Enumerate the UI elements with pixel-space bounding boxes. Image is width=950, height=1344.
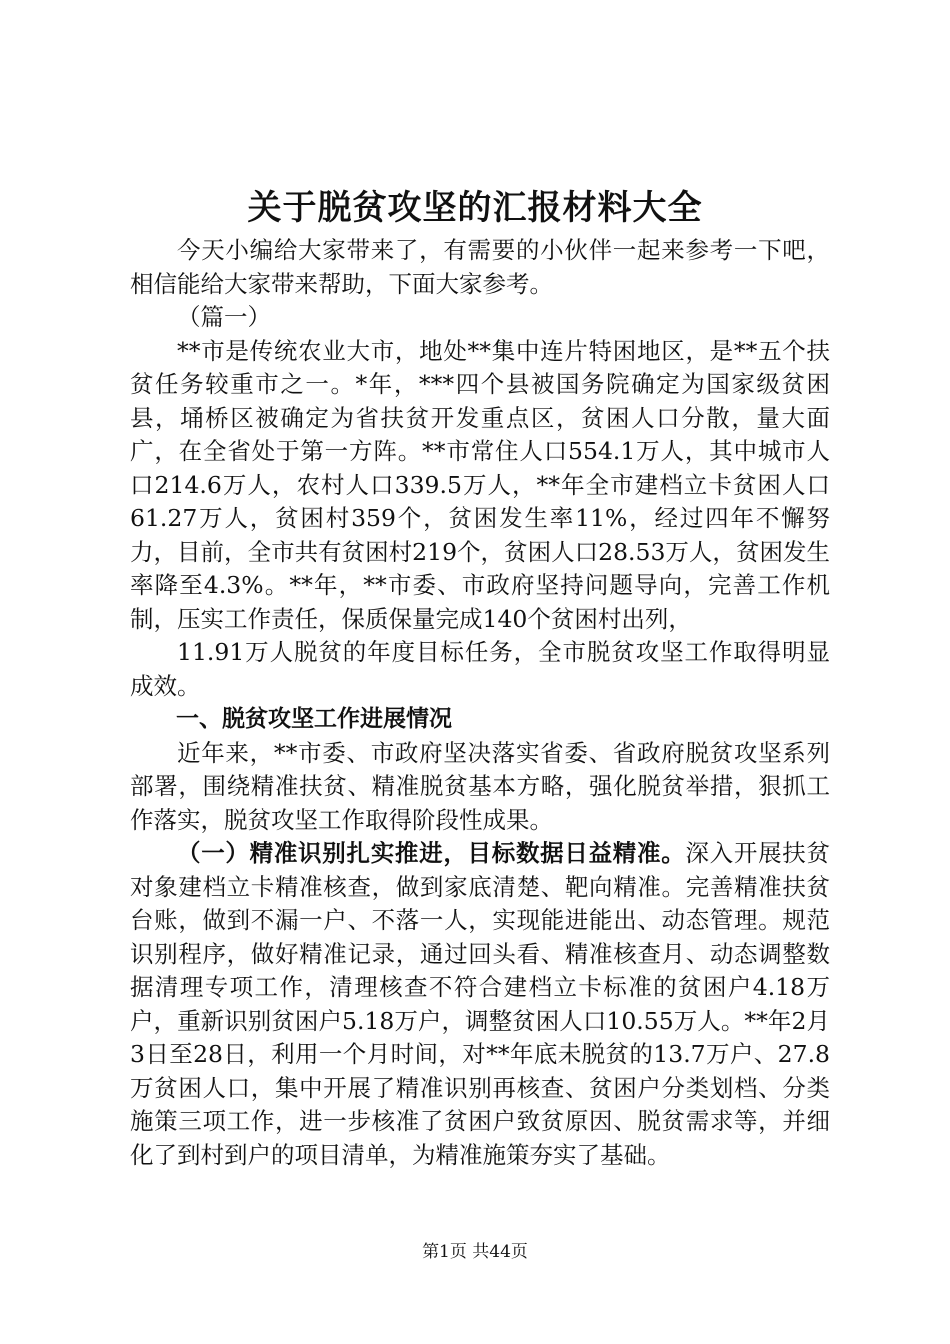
paragraph-4-lead: （一）精准识别扎实推进，目标数据日益精准。 xyxy=(177,839,686,867)
paragraph-4 xyxy=(130,837,830,1172)
document-body xyxy=(130,234,830,1172)
paragraph-3: 近年来，**市委、市政府坚决落实省委、省政府脱贫攻坚系列部署，围绕精准扶贫、精准脱贫基本方略，强化脱贫举措，狠抓工作落实，脱贫攻坚工作取得阶段性成果。 xyxy=(130,738,830,834)
paragraph-1: **市是传统农业大市，地处**集中连片特困地区，是**五个扶贫任务较重市之一。*年，***四个县被国务院确定为国家级贫困县，埇桥区被确定为省扶贫开发重点区，贫困人口分散，量大面广，在全省处于第一方阵。**市常住人口554.1万人，其中城市人口214.6万人，农村人口339.5万人，**年全市建档立卡贫困人口61.27万人，贫困村359个，贫困发生率11%，经过四年不懈努力，目前，全市共有贫困村219个，贫困人口28.53万人，贫困发生率降至4.3%。**年，**市委、市政府坚持问题导向，完善工作机制，压实工作责任，保质保量完成140个贫困村出列， xyxy=(130,336,830,633)
page-footer: 第1页 共44页 xyxy=(422,1242,528,1262)
section-heading-1: 一、脱贫攻坚工作进展情况 xyxy=(176,706,452,732)
part-label: （篇一） xyxy=(177,303,271,331)
paragraph-2: 11.91万人脱贫的年度目标任务，全市脱贫攻坚工作取得明显成效。 xyxy=(130,638,830,700)
paragraph-4-text: 深入开展扶贫对象建档立卡精准核查，做到家底清楚、靶向精准。完善精准扶贫台账，做到不漏一户、不落一人，实现能进能出、动态管理。规范识别程序，做好精准记录，通过回头看、精准核查月、动态调整数据清理专项工作，清理核查不符合建档立卡标准的贫困户4.18万户，重新识别贫困户5.18万户，调整贫困人口10.55万人。**年2月3日至28日，利用一个月时间，对**年底未脱贫的13.7万户、27.8万贫困人口，集中开展了精准识别再核查、贫困户分类划档、分类施策三项工作，进一步核准了贫困户致贫原因、脱贫需求等，并细化了到村到户的项目清单，为精准施策夯实了基础。 xyxy=(130,839,831,1169)
document-title: 关于脱贫攻坚的汇报材料大全 xyxy=(247,188,703,228)
intro-paragraph: 今天小编给大家带来了，有需要的小伙伴一起来参考一下吧，相信能给大家带来帮助，下面大家参考。 xyxy=(130,236,830,298)
